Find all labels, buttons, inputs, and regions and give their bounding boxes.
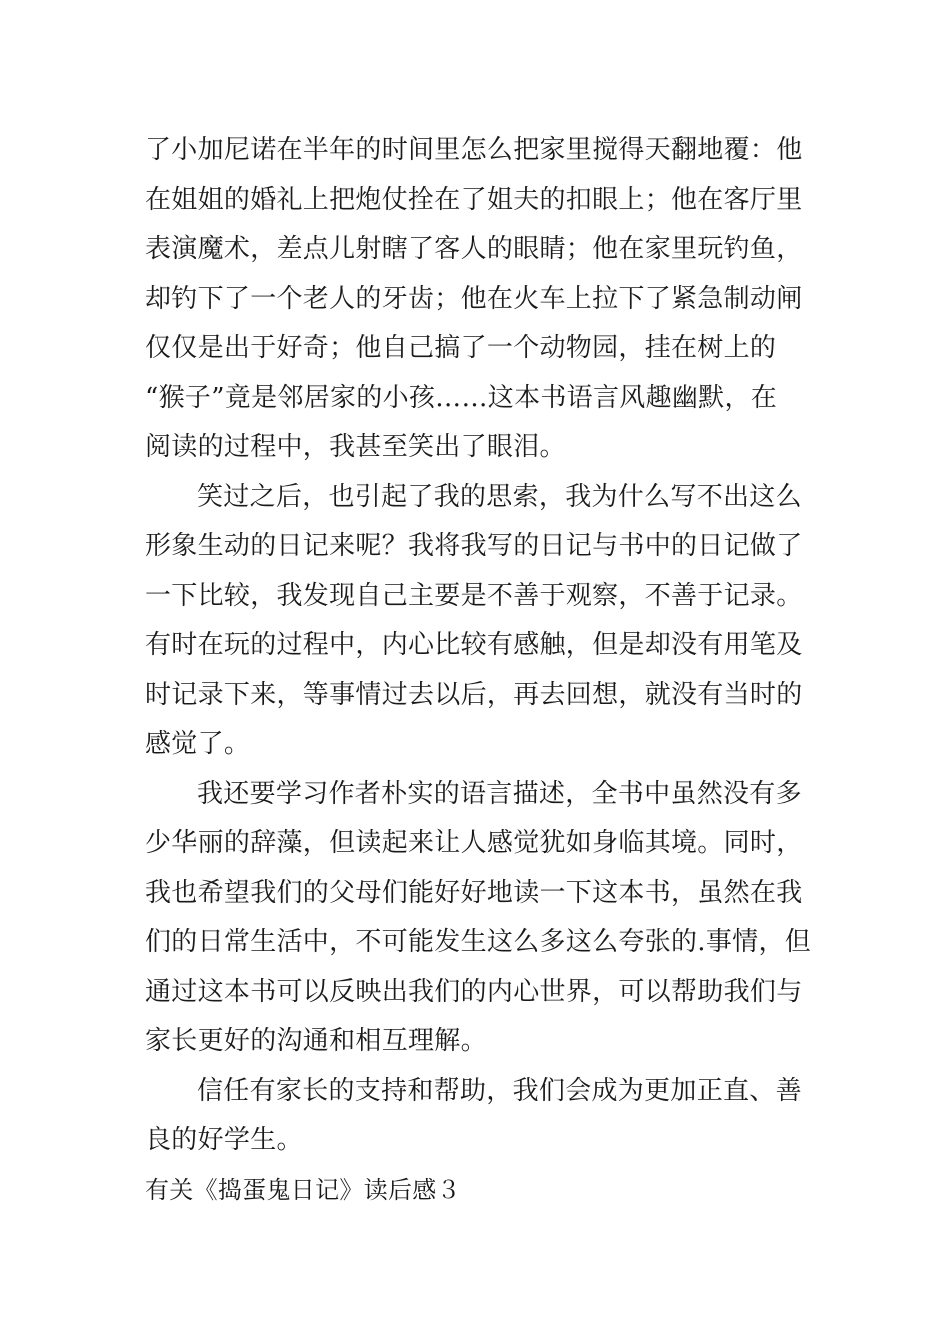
paragraph-line: 感觉了。 — [145, 729, 251, 759]
paragraph-line: 时记录下来，等事情过去以后，再去回想，就没有当时的 — [145, 679, 803, 710]
paragraph-1 — [145, 126, 807, 473]
paragraph-first-line: 信任有家长的支持和帮助，我们会成为更加正直、善 — [197, 1075, 802, 1106]
paragraph-line: 通过这本书可以反映出我们的内心世界，可以帮助我们与 — [145, 976, 803, 1007]
paragraph-line: 一下比较，我发现自己主要是不善于观察，不善于记录。 — [145, 580, 803, 611]
paragraph-3 — [145, 770, 812, 1067]
paragraph-line: 我也希望我们的父母们能好好地读一下这本书，虽然在我 — [145, 877, 803, 908]
paragraph-line: 阅读的过程中，我甚至笑出了眼泪。 — [145, 432, 566, 462]
paragraph-line: 却钓下了一个老人的牙齿；他在火车上拉下了紧急制动闸 — [145, 283, 803, 314]
paragraph-line: 表演魔术，差点儿射瞎了客人的眼睛；他在家里玩钓鱼， — [145, 234, 803, 264]
paragraph-4 — [145, 1067, 807, 1166]
paragraph-line: 少华丽的辞藻，但读起来让人感觉犹如身临其境。同时， — [145, 828, 803, 858]
paragraph-line: 有时在玩的过程中，内心比较有感触，但是却没有用笔及 — [145, 630, 803, 660]
section-heading: 有关《捣蛋鬼日记》读后感３ — [145, 1175, 461, 1204]
document-body — [145, 126, 812, 1215]
paragraph-line: 仅仅是出于好奇；他自己搞了一个动物园，挂在树上的 — [145, 333, 777, 363]
paragraph-line: 家长更好的沟通和相互理解。 — [145, 1026, 487, 1056]
paragraph-line: 在姐姐的婚礼上把炮仗拴在了姐夫的扣眼上；他在客厅里 — [145, 184, 803, 215]
paragraph-line: “猴子”竟是邻居家的小孩……这本书语言风趣幽默，在 — [145, 382, 778, 413]
paragraph-line: 良的好学生。 — [145, 1125, 303, 1155]
paragraph-line: 们的日常生活中，不可能发生这么多这么夸张的.事情，但 — [145, 927, 812, 957]
paragraph-line: 了小加尼诺在半年的时间里怎么把家里搅得天翻地覆：他 — [145, 135, 803, 165]
paragraph-first-line: 我还要学习作者朴实的语言描述，全书中虽然没有多 — [197, 778, 802, 809]
paragraph-2 — [145, 473, 807, 770]
paragraph-first-line: 笑过之后，也引起了我的思索，我为什么写不出这么 — [197, 481, 802, 512]
paragraph-line: 形象生动的日记来呢？我将我写的日记与书中的日记做了 — [145, 531, 803, 561]
